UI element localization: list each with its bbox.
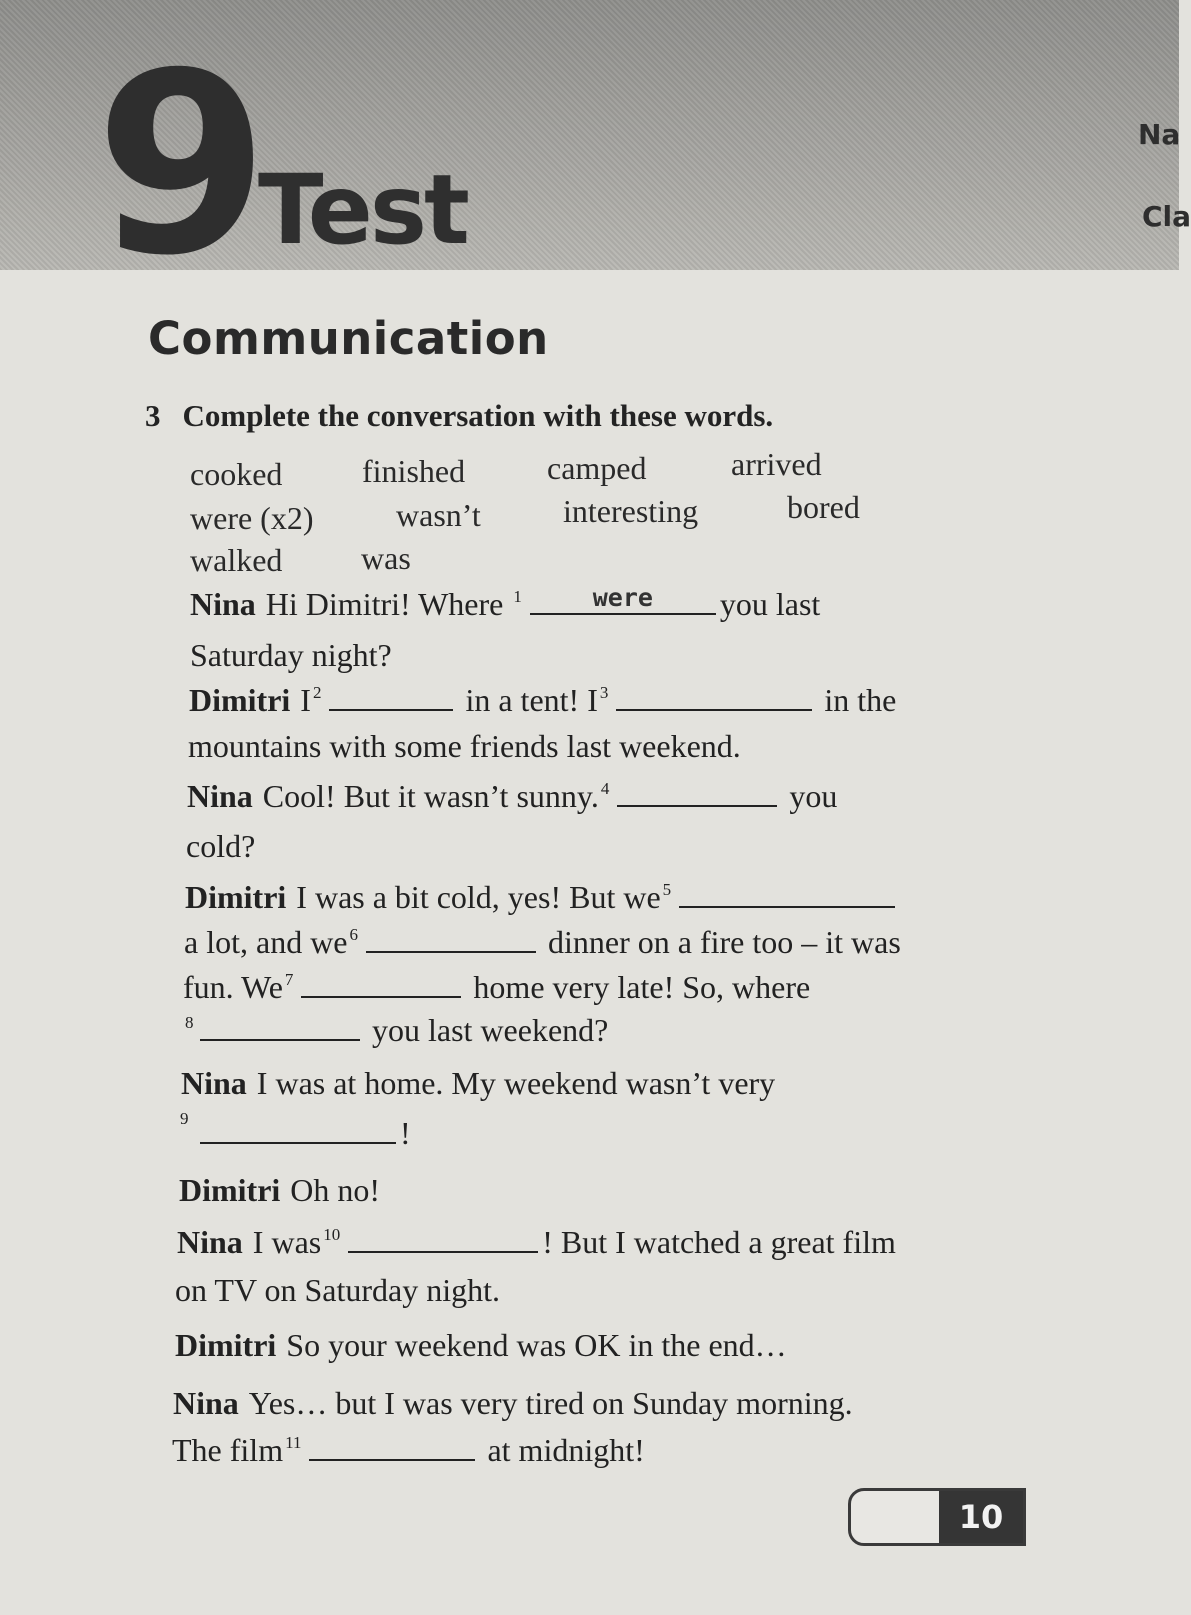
dialogue-text: Saturday night? [190, 637, 392, 673]
word-bank-item: wasn’t [396, 497, 481, 533]
answer-blank-5[interactable] [679, 880, 895, 908]
score-box [848, 1488, 1026, 1546]
answer-blank-9[interactable] [200, 1116, 396, 1144]
answer-blank-11[interactable] [309, 1433, 475, 1461]
answer-blank-8[interactable] [200, 1013, 360, 1041]
speaker-name: Dimitri [185, 879, 287, 915]
dialogue-line [179, 1172, 380, 1209]
speaker-name: Nina [181, 1065, 247, 1101]
dialogue-text: Cool! But it wasn’t sunny. [262, 778, 599, 814]
word-bank-item: camped [547, 450, 647, 486]
speaker-name: Dimitri [175, 1327, 277, 1363]
dialogue-line [187, 778, 837, 815]
gap-number: 10 [323, 1225, 341, 1244]
gap-number: 4 [600, 779, 610, 798]
dialogue-text: on TV on Saturday night. [175, 1272, 501, 1308]
dialogue-text: The film [172, 1432, 284, 1468]
dialogue-text: Hi Dimitri! Where [265, 586, 504, 622]
answer-blank-7[interactable] [301, 970, 461, 998]
speaker-name: Nina [177, 1224, 243, 1260]
answer-blank-1[interactable] [530, 583, 716, 615]
section-title: Communication [148, 312, 549, 365]
dialogue-text: fun. We [183, 969, 283, 1005]
dialogue-text: you last [719, 586, 821, 622]
dialogue-line [184, 924, 901, 961]
gap-number: 6 [349, 925, 358, 944]
word-bank-item: walked [190, 542, 283, 578]
dialogue-line [188, 728, 741, 765]
task-text: Complete the conversation with these words. [182, 398, 774, 433]
dialogue-line [186, 828, 255, 865]
word-bank-item: cooked [190, 456, 283, 492]
dialogue-line [177, 1224, 896, 1261]
dialogue-text: I was at home. My weekend wasn’t very [256, 1065, 776, 1101]
dialogue-text: Yes… but I was very tired on Sunday morning. [248, 1385, 853, 1421]
gap-number: 9 [180, 1109, 189, 1128]
gap-number: 3 [599, 683, 609, 702]
dialogue-text: ! But I watched a great film [542, 1224, 896, 1260]
dialogue-text: cold? [186, 828, 256, 864]
dialogue-line [178, 1108, 193, 1145]
answer-blank-4[interactable] [617, 779, 777, 807]
word-bank-item: interesting [563, 493, 699, 529]
gap-number: 2 [312, 683, 322, 702]
dialogue-line [183, 1012, 198, 1049]
speaker-name: Nina [187, 778, 253, 814]
gap-number: 5 [662, 880, 672, 899]
dialogue-text: I [300, 682, 311, 718]
dialogue-line [183, 969, 810, 1006]
dialogue-line [190, 637, 392, 674]
dialogue-line [173, 1385, 853, 1422]
header-band [0, 0, 1191, 310]
dialogue-text: you [789, 778, 838, 814]
dialogue-text: home very late! So, where [473, 969, 811, 1005]
dialogue-line [189, 682, 896, 719]
word-bank-item: arrived [731, 446, 822, 482]
class-label: Cla [1142, 200, 1191, 233]
gap-number: 7 [284, 970, 294, 989]
dialogue-text: in the [824, 682, 897, 718]
answer-blank-10[interactable] [348, 1225, 538, 1253]
dialogue-text: Oh no! [290, 1172, 381, 1208]
word-bank-item: were (x2) [190, 500, 314, 536]
answer-blank-6[interactable] [366, 925, 536, 953]
dialogue-text: ! [400, 1115, 411, 1151]
dialogue-text: a lot, and we [184, 924, 348, 960]
score-total: 10 [939, 1491, 1023, 1543]
dialogue-text: So your weekend was OK in the end… [286, 1327, 787, 1363]
word-bank-item: bored [787, 489, 860, 525]
unit-number: 9 [95, 19, 259, 310]
dialogue-line [172, 1432, 645, 1469]
dialogue-text: at midnight! [487, 1432, 645, 1468]
task-number: 3 [145, 398, 161, 433]
gap-number: 1 [513, 587, 522, 606]
word-bank-item: was [361, 540, 411, 576]
dialogue-text: mountains with some friends last weekend. [188, 728, 741, 764]
gap-number: 8 [185, 1013, 194, 1032]
dialogue-line [190, 583, 821, 623]
dialogue-text: you last weekend? [372, 1012, 609, 1048]
speaker-name: Dimitri [179, 1172, 281, 1208]
dialogue-text: I was [252, 1224, 322, 1260]
dialogue-text: dinner on a fire too – it was [548, 924, 901, 960]
name-label: Na [1138, 118, 1181, 151]
dialogue-line [185, 879, 899, 916]
dialogue-line [175, 1327, 787, 1364]
answer-blank-2[interactable] [329, 683, 453, 711]
word-bank-item: finished [362, 453, 466, 489]
dialogue-line [200, 1012, 608, 1049]
speaker-name: Dimitri [189, 682, 291, 718]
speaker-name: Nina [173, 1385, 239, 1421]
test-heading: Test [258, 154, 467, 266]
speaker-name: Nina [190, 586, 256, 622]
gap-number: 11 [285, 1433, 302, 1452]
answer-blank-3[interactable] [616, 683, 812, 711]
dialogue-line [200, 1115, 411, 1152]
task-instruction [145, 398, 773, 434]
dialogue-line [175, 1272, 500, 1309]
dialogue-text: in a tent! I [465, 682, 598, 718]
dialogue-line [181, 1065, 775, 1102]
handwritten-answer: were [592, 583, 653, 612]
dialogue-text: I was a bit cold, yes! But we [296, 879, 661, 915]
